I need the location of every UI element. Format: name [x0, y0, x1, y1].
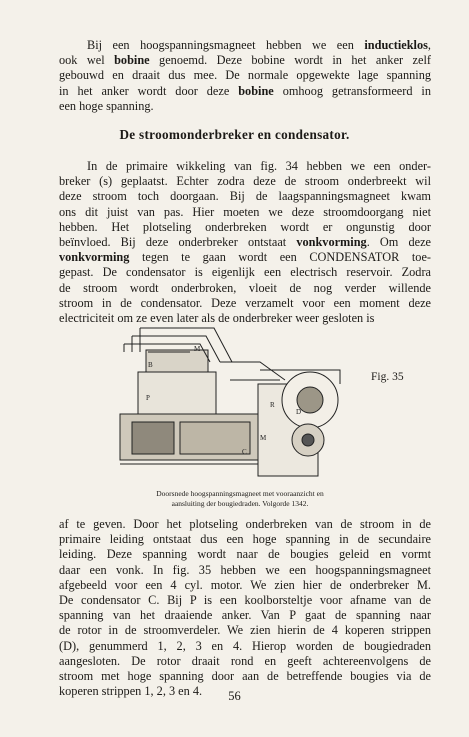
label-c: C: [242, 448, 247, 456]
text-line: beïnvloed. Bij deze onderbreker ontstaat vonkvorming. Om deze: [59, 235, 431, 250]
text-line: De condensator C. Bij P is een koolborsteltje voor afname van de: [59, 593, 431, 608]
page-number: 56: [228, 689, 241, 703]
caption-line: Doorsnede hoogspanningsmagneet met vooraanzicht en: [156, 489, 324, 498]
paragraph-condensator: [59, 517, 431, 699]
text-line: koperen strippen 1, 2, 3 en 4.: [59, 684, 203, 699]
text-line: vonkvorming tegen te gaan wordt een CONDENSATOR toe-: [59, 250, 431, 265]
text-line: Bij een hoogspanningsmagneet hebben we een inductieklos,: [87, 38, 431, 52]
paragraph-stroomonderbreker: [59, 159, 431, 326]
label-p: P: [146, 394, 150, 402]
text-line: stroom met hoge spanning door aan de betreffende bougies via de: [59, 669, 431, 684]
caption-line: aansluiting der bougiedraden. Volgorde 1342.: [171, 499, 309, 508]
magneto-diagram: [110, 322, 365, 487]
text-line: de stroom wordt onderbroken, vloeit de nog verder willende: [59, 280, 431, 295]
text-line: ons dit juist van pas. Hier moeten we deze stroomdoorgang niet: [59, 204, 431, 219]
figure-label: Fig. 35: [371, 371, 404, 383]
text-line: primaire leiding ontstaat dus een hoge spanning in de secundaire: [59, 532, 431, 547]
label-b-top: B: [148, 361, 153, 369]
text-line: aangesloten. De rotor draait rond en geeft achtereenvolgens de: [59, 653, 431, 668]
text-line: spanning van het draaiende anker. Van P gaat de spanning naar: [59, 608, 431, 623]
text-line: (D), genummerd 1, 2, 3 en 4. Hierop worden de bougiedraden: [59, 638, 431, 653]
section-heading: De stroomonderbreker en condensator.: [119, 127, 350, 142]
text-line: hebben. Het plotseling onderbreken wordt er ongunstig door: [59, 219, 431, 234]
text-line: In de primaire wikkeling van fig. 34 hebben we een onder-: [87, 159, 431, 173]
figure-caption: [120, 489, 360, 509]
text-line: daar een vonk. In fig. 35 hebben we een hoogspanningsmagneet: [59, 562, 431, 577]
text-line: deze stroom toch doorgaan. Bij de laagspanningsmagneet kwam: [59, 189, 431, 204]
text-line: gepast. De condensator is eigenlijk een electrisch reservoir. Zodra: [59, 265, 431, 280]
text-line: in het anker wordt door deze bobine omhoog getransformeerd in: [59, 83, 431, 98]
text-line: gebouwd en draait dus mee. De normale opgewekte lage spanning: [59, 68, 431, 83]
paragraph-bobine: [59, 38, 431, 114]
label-r: R: [270, 401, 275, 409]
text-line: leiding. Deze spanning wordt naar de bougies geleid en vormt: [59, 547, 431, 562]
label-m-right: M: [260, 434, 267, 442]
text-line: electriciteit om ze even later als de onderbreker weer gesloten is: [59, 311, 375, 326]
text-line: een hoge spanning.: [59, 98, 154, 113]
label-m-top: M: [194, 345, 201, 353]
text-line: afgebeeld voor een 4 cyl. motor. We zien hier de onderbreker M.: [59, 577, 431, 592]
text-line: stroom in de condensator. Deze verzamelt voor een moment deze: [59, 295, 431, 310]
text-line: de rotor in de stroomverdeler. We zien hierin de 4 koperen strippen: [59, 623, 431, 638]
label-d: D: [296, 408, 302, 416]
text-line: breker (s) geplaatst. Echter zodra deze de stroom onderbreekt wil: [59, 174, 431, 189]
text-line: ook wel bobine genoemd. Deze bobine wordt in het anker zelf: [59, 53, 431, 68]
text-line: af te geven. Door het plotseling onderbreken van de stroom in de: [59, 517, 431, 531]
